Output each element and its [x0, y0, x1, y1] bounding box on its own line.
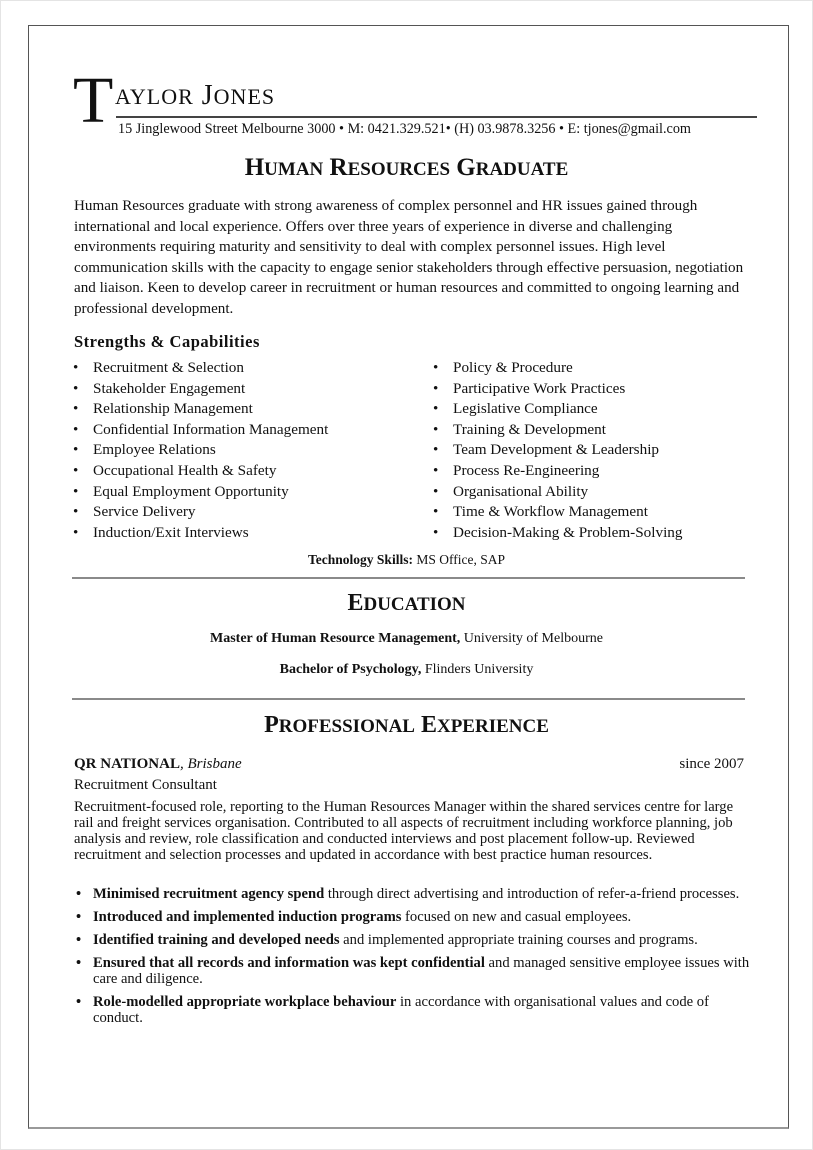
list-item: • Equal Employment Opportunity: [73, 482, 328, 503]
achievements-list: [76, 886, 752, 1033]
candidate-name: [115, 80, 275, 113]
list-item: • Policy & Procedure: [433, 358, 682, 379]
employer-location: , Brisbane: [179, 756, 242, 772]
degree: Bachelor of Psychology,: [279, 662, 422, 677]
technology-skills: [0, 550, 813, 570]
achievement-highlight: Introduced and implemented induction programs: [93, 909, 402, 925]
heading-cap: E: [347, 590, 364, 616]
education-item: [0, 630, 813, 648]
list-item: • Legislative Compliance: [433, 399, 682, 420]
list-item: • Confidential Information Management: [73, 420, 328, 441]
job-employer: [74, 755, 242, 774]
list-item: • Team Development & Leadership: [433, 440, 682, 461]
institution: Flinders University: [421, 662, 534, 677]
achievement-text: and implemented appropriate training courses and programs.: [339, 932, 698, 948]
title-rest: ESOURCES: [347, 159, 451, 180]
achievement-highlight: Identified training and developed needs: [93, 932, 340, 948]
list-item: • Recruitment & Selection: [73, 358, 328, 379]
employer-name: QR NATIONAL: [74, 756, 180, 772]
achievement-highlight: Role-modelled appropriate workplace behaviour: [93, 994, 397, 1010]
achievement-item: [76, 932, 752, 948]
strengths-list-left: [73, 358, 328, 543]
job-role: Recruitment Consultant: [74, 777, 217, 793]
section-divider: [72, 577, 745, 579]
list-item: • Time & Workflow Management: [433, 502, 682, 523]
job-dates: since 2007: [679, 756, 744, 772]
heading-rest: ROFESSIONAL: [278, 716, 415, 737]
experience-heading: [0, 711, 813, 741]
list-item: • Process Re-Engineering: [433, 461, 682, 482]
degree: Master of Human Resource Management,: [210, 631, 461, 646]
name-initial-drop-cap: T: [73, 64, 114, 137]
section-divider: [72, 698, 745, 700]
heading-cap: E: [420, 712, 437, 738]
achievement-item: [76, 994, 752, 1026]
name-first-rest: AYLOR: [115, 84, 194, 109]
header-rule: [116, 116, 757, 118]
technology-skills-label: Technology Skills:: [308, 552, 413, 567]
contact-details: 15 Jinglewood Street Melbourne 3000 • M: 0421.329.521• (H) 03.9878.3256 • E: tjones@gmail.com: [118, 121, 691, 137]
title-cap: H: [244, 154, 265, 181]
education-item: [0, 661, 813, 679]
achievement-item: [76, 886, 752, 902]
list-item: • Stakeholder Engagement: [73, 379, 328, 400]
title-cap: G: [456, 154, 476, 181]
title-rest: RADUATE: [475, 159, 569, 180]
professional-summary: Human Resources graduate with strong awareness of complex personnel and HR issues gained through international and local experience. Offers over three years of experience in diverse and challenging environments requiring maturity and sensitivity to deal with complex personnel issues. High level communication skills with the capacity to engage senior stakeholders through effective persuasion, negotiation and liaison. Keen to develop career in recruitment or human resources and committed to ongoing learning and professional development.: [74, 198, 744, 317]
list-item: • Service Delivery: [73, 502, 328, 523]
job-description: Recruitment-focused role, reporting to the Human Resources Manager within the shared services centre for large rail and freight services organisation. Contributed to all aspects of recruitment including workforce planning, job analysis and review, role classification and conducted interviews and post placement follow-up. Reviewed recruitment and selection processes and updated in accordance with best practice human resources.: [74, 799, 734, 863]
title-cap: R: [329, 154, 348, 181]
name-last-initial: J: [201, 80, 214, 111]
achievement-highlight: Minimised recruitment agency spend: [93, 886, 325, 902]
achievement-text: through direct advertising and introduction of refer-a-friend processes.: [324, 886, 740, 902]
strengths-heading: Strengths & Capabilities: [74, 332, 260, 351]
list-item: • Participative Work Practices: [433, 379, 682, 400]
list-item: • Training & Development: [433, 420, 682, 441]
heading-rest: DUCATION: [363, 594, 466, 615]
institution: University of Melbourne: [460, 631, 603, 646]
strengths-list-right: [433, 358, 682, 543]
achievement-item: [76, 955, 752, 987]
title-rest: UMAN: [264, 159, 324, 180]
achievement-text: focused on new and casual employees.: [401, 909, 632, 925]
technology-skills-value: MS Office, SAP: [412, 552, 505, 567]
list-item: • Decision-Making & Problem-Solving: [433, 523, 682, 544]
achievement-text: in accordance with organisational values and code of conduct.: [93, 994, 709, 1026]
list-item: • Organisational Ability: [433, 482, 682, 503]
heading-rest: XPERIENCE: [436, 716, 549, 737]
list-item: • Induction/Exit Interviews: [73, 523, 328, 544]
name-last-rest: ONES: [213, 84, 276, 109]
achievement-item: [76, 909, 752, 925]
list-item: • Relationship Management: [73, 399, 328, 420]
education-heading: [0, 589, 813, 619]
heading-cap: P: [264, 712, 279, 738]
resume-title: [0, 153, 813, 185]
list-item: • Employee Relations: [73, 440, 328, 461]
achievement-highlight: Ensured that all records and information was kept confidential: [93, 955, 485, 971]
achievement-text: and managed sensitive employee issues with care and diligence.: [93, 955, 750, 987]
list-item: • Occupational Health & Safety: [73, 461, 328, 482]
